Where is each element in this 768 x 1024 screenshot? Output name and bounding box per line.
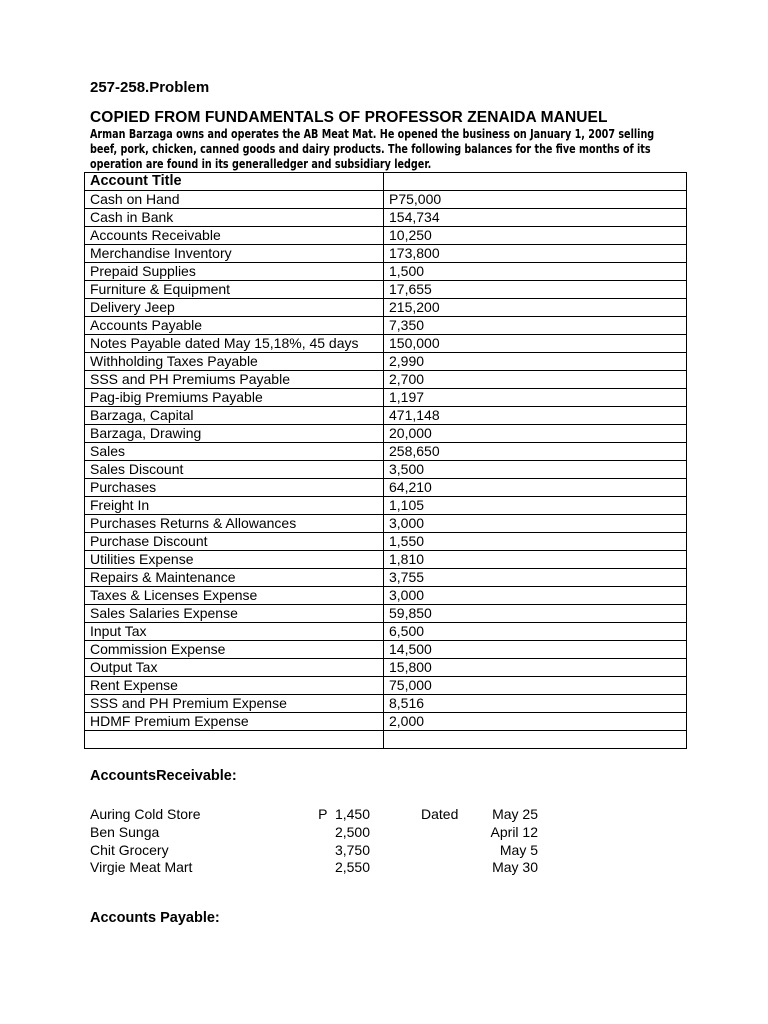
table-row: [85, 191, 687, 209]
account-title-cell: Sales Discount: [85, 461, 384, 479]
receivable-amount: P 1,450: [318, 806, 370, 822]
amount-header: [384, 173, 687, 191]
table-row: [85, 533, 687, 551]
account-title-cell: Sales Salaries Expense: [85, 605, 384, 623]
customer-name: Auring Cold Store: [90, 806, 201, 822]
table-row: [85, 299, 687, 317]
account-title-cell: Purchases Returns & Allowances: [85, 515, 384, 533]
accounts-receivable-heading: AccountsReceivable:: [90, 768, 237, 784]
receivable-amount: 3,750: [334, 842, 370, 858]
amount-cell: 1,197: [384, 389, 687, 407]
amount-cell: 3,500: [384, 461, 687, 479]
receivable-amount: 2,550: [334, 859, 370, 875]
receivable-row: [0, 823, 768, 841]
accounts-payable-heading: Accounts Payable:: [90, 910, 220, 926]
table-row: [85, 713, 687, 731]
table-row: [85, 497, 687, 515]
table-row: [85, 407, 687, 425]
account-title-cell: Prepaid Supplies: [85, 263, 384, 281]
table-row: [85, 245, 687, 263]
intro-line: beef, pork, chicken, canned goods and dairy products. The following balances for the five months of its: [90, 142, 651, 156]
amount-cell: 471,148: [384, 407, 687, 425]
document-title: COPIED FROM FUNDAMENTALS OF PROFESSOR ZENAIDA MANUEL: [90, 109, 608, 126]
amount-cell: 20,000: [384, 425, 687, 443]
amount-cell: 150,000: [384, 335, 687, 353]
account-title-cell: Utilities Expense: [85, 551, 384, 569]
account-title-header: Account Title: [85, 173, 384, 191]
dated-label: Dated: [421, 806, 459, 822]
table-row: [85, 659, 687, 677]
amount-cell: 1,550: [384, 533, 687, 551]
account-title-cell: Repairs & Maintenance: [85, 569, 384, 587]
amount-cell: 2,000: [384, 713, 687, 731]
amount-cell: 173,800: [384, 245, 687, 263]
receivable-row: [0, 858, 768, 876]
table-row: [85, 479, 687, 497]
account-title-cell: Input Tax: [85, 623, 384, 641]
table-row: [85, 587, 687, 605]
amount-cell: 75,000: [384, 677, 687, 695]
receivable-date: May 25: [492, 806, 538, 822]
account-title-cell: Withholding Taxes Payable: [85, 353, 384, 371]
account-title-cell: Merchandise Inventory: [85, 245, 384, 263]
account-title-cell: Accounts Payable: [85, 317, 384, 335]
account-title-cell: HDMF Premium Expense: [85, 713, 384, 731]
amount-cell: 2,990: [384, 353, 687, 371]
account-title-cell: Output Tax: [85, 659, 384, 677]
table-row: [85, 461, 687, 479]
customer-name: Virgie Meat Mart: [90, 859, 193, 875]
account-title-cell: Furniture & Equipment: [85, 281, 384, 299]
amount-cell: 2,700: [384, 371, 687, 389]
account-title-cell: Barzaga, Drawing: [85, 425, 384, 443]
amount-cell: 59,850: [384, 605, 687, 623]
table-row: [85, 425, 687, 443]
account-title-cell: [85, 731, 384, 749]
account-title-cell: Notes Payable dated May 15,18%, 45 days: [85, 335, 384, 353]
receivable-amount: 2,500: [334, 824, 370, 840]
table-row: [85, 605, 687, 623]
amount-cell: 6,500: [384, 623, 687, 641]
account-title-cell: Sales: [85, 443, 384, 461]
account-title-cell: Barzaga, Capital: [85, 407, 384, 425]
customer-name: Ben Sunga: [90, 824, 160, 840]
table-row: [85, 263, 687, 281]
table-row: [85, 281, 687, 299]
table-row: [85, 569, 687, 587]
table-header-row: [85, 173, 687, 191]
table-row: [85, 515, 687, 533]
account-title-cell: Freight In: [85, 497, 384, 515]
receivable-date: April 12: [490, 824, 538, 840]
account-title-cell: Purchase Discount: [85, 533, 384, 551]
table-row: [85, 389, 687, 407]
table-row: [85, 623, 687, 641]
amount-cell: 10,250: [384, 227, 687, 245]
amount-cell: 15,800: [384, 659, 687, 677]
account-title-cell: Purchases: [85, 479, 384, 497]
account-balances-table: [84, 172, 687, 749]
amount-cell: 64,210: [384, 479, 687, 497]
amount-cell: 3,755: [384, 569, 687, 587]
account-title-cell: SSS and PH Premiums Payable: [85, 371, 384, 389]
table-row: [85, 443, 687, 461]
account-title-cell: Cash in Bank: [85, 209, 384, 227]
receivable-row: [0, 841, 768, 859]
table-row: [85, 731, 687, 749]
amount-cell: 154,734: [384, 209, 687, 227]
table-row: [85, 677, 687, 695]
account-title-cell: SSS and PH Premium Expense: [85, 695, 384, 713]
table-row: [85, 335, 687, 353]
table-row: [85, 317, 687, 335]
table-row: [85, 353, 687, 371]
amount-cell: [384, 731, 687, 749]
amount-cell: 1,500: [384, 263, 687, 281]
account-title-cell: Accounts Receivable: [85, 227, 384, 245]
problem-heading: 257-258.Problem: [90, 79, 210, 96]
table-row: [85, 209, 687, 227]
table-row: [85, 641, 687, 659]
account-title-cell: Taxes & Licenses Expense: [85, 587, 384, 605]
intro-line: Arman Barzaga owns and operates the AB Meat Mat. He opened the business on January 1, 2007 selling: [90, 127, 655, 141]
account-title-cell: Cash on Hand: [85, 191, 384, 209]
table-row: [85, 695, 687, 713]
receivable-date: May 5: [499, 842, 538, 858]
account-title-cell: Pag-ibig Premiums Payable: [85, 389, 384, 407]
customer-name: Chit Grocery: [90, 842, 169, 858]
amount-cell: P75,000: [384, 191, 687, 209]
intro-line: operation are found in its generalledger and subsidiary ledger.: [90, 157, 432, 171]
amount-cell: 17,655: [384, 281, 687, 299]
amount-cell: 215,200: [384, 299, 687, 317]
intro-paragraph: [90, 127, 690, 172]
amount-cell: 258,650: [384, 443, 687, 461]
table-row: [85, 227, 687, 245]
amount-cell: 3,000: [384, 515, 687, 533]
amount-cell: 1,105: [384, 497, 687, 515]
account-title-cell: Commission Expense: [85, 641, 384, 659]
amount-cell: 1,810: [384, 551, 687, 569]
receivable-date: May 30: [492, 859, 538, 875]
account-title-cell: Delivery Jeep: [85, 299, 384, 317]
receivable-row: [0, 805, 768, 823]
amount-cell: 7,350: [384, 317, 687, 335]
amount-cell: 14,500: [384, 641, 687, 659]
table-row: [85, 551, 687, 569]
account-title-cell: Rent Expense: [85, 677, 384, 695]
amount-cell: 8,516: [384, 695, 687, 713]
table-row: [85, 371, 687, 389]
amount-cell: 3,000: [384, 587, 687, 605]
